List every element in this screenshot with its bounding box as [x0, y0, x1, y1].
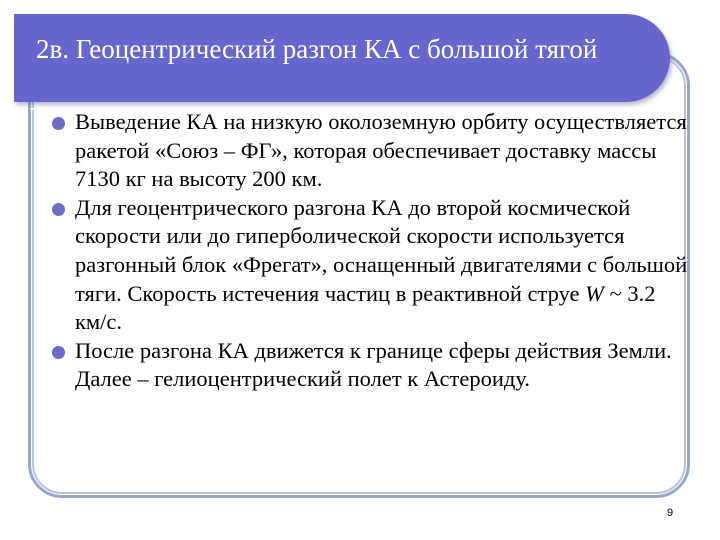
page-number: 9 — [666, 507, 674, 519]
exhaust-velocity-variable: W — [585, 280, 604, 306]
bullet-dot-icon — [52, 203, 65, 216]
slide-title: 2в. Геоцентрический разгон КА с большой тягой — [36, 34, 598, 64]
bullet-text: Выведение КА на низкую околоземную орбиту осуществляется ракетой «Союз – ФГ», которая обеспечивает доставку массы 7130 кг на высоту 200 км. — [75, 109, 687, 192]
bullet-dot-icon — [52, 117, 65, 130]
bullet-text: После разгона КА движется к границе сферы действия Земли. Далее – гелиоцентрический полет к Астероиду. — [75, 337, 672, 392]
bullet-dot-icon — [52, 346, 65, 359]
bullet-item-heliocentric — [52, 337, 692, 394]
bullet-text: Для геоцентрического разгона КА до второй космической скорости или до гиперболической скорости используется разгонный блок «Фрегат», оснащенный двигателями с большой тяги. Скорость истечения частиц в реактивной струе — [75, 194, 688, 306]
bullet-item-launch — [52, 108, 692, 194]
bullet-list — [52, 108, 692, 394]
bullet-text-continued: ~ 3.2 км/с. — [75, 280, 656, 335]
title-bar — [14, 14, 670, 102]
bullet-item-booster — [52, 194, 692, 337]
